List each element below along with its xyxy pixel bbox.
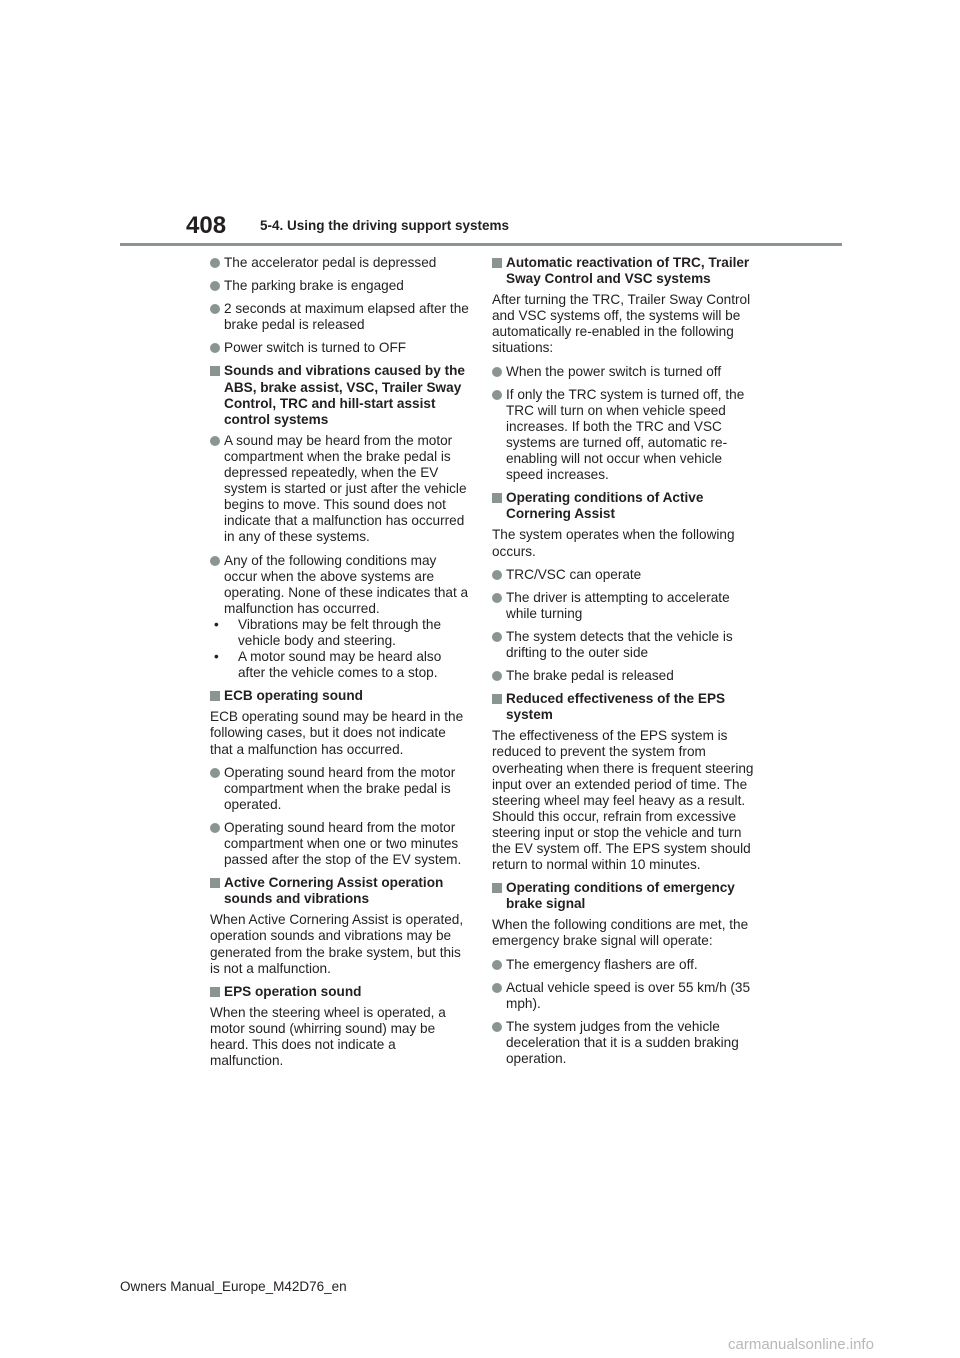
heading-square-icon (210, 878, 220, 888)
bullet-dot-icon (492, 983, 502, 993)
heading-square-icon (492, 493, 502, 503)
bullet-dot-icon (492, 593, 502, 603)
sub-bullet-icon: • (214, 616, 219, 632)
page-number: 408 (186, 212, 227, 239)
bullet-item (210, 765, 472, 813)
subsection-heading (492, 255, 754, 287)
bullet-text: The driver is attempting to accelerate while turning (506, 589, 730, 621)
bullet-item (492, 980, 754, 1012)
bullet-dot-icon (210, 343, 220, 353)
bullet-dot-icon (210, 823, 220, 833)
bullet-dot-icon (492, 1022, 502, 1032)
bullet-item (492, 629, 754, 661)
sub-bullet-icon: • (214, 649, 219, 665)
bullet-dot-icon (492, 570, 502, 580)
bullet-dot-icon (492, 671, 502, 681)
bullet-dot-icon (210, 768, 220, 778)
sub-item-text: Vibrations may be felt through the vehicle body and steering. (238, 616, 442, 648)
heading-text: ECB operating sound (224, 688, 363, 704)
subsection-heading (492, 880, 754, 912)
bullet-dot-icon (210, 304, 220, 314)
heading-square-icon (210, 366, 220, 376)
heading-text: Sounds and vibrations caused by the ABS, brake assist, VSC, Trailer Sway Control, TRC and hill-start assist control systems (224, 363, 465, 427)
bullet-item (492, 1019, 754, 1067)
bullet-text: If only the TRC system is turned off, the TRC will turn on when vehicle speed increases. If both the TRC and VSC systems are turned off, automatic re-enabling will not occur when vehicle speed increases. (506, 386, 745, 483)
bullet-item (492, 668, 754, 684)
bullet-dot-icon (492, 960, 502, 970)
paragraph: When Active Cornering Assist is operated, operation sounds and vibrations may be generated from the brake system, but this is not a malfunction. (210, 912, 464, 976)
subsection-heading (210, 688, 472, 704)
heading-text: Operating conditions of Active Cornering Assist (506, 490, 704, 522)
bullet-item (492, 957, 754, 973)
bullet-item (210, 340, 472, 356)
subsection-heading (210, 984, 472, 1000)
sub-item (210, 617, 472, 649)
bullet-text: Power switch is turned to OFF (224, 340, 407, 356)
bullet-text: A sound may be heard from the motor compartment when the brake pedal is depressed repeatedly, when the EV system is started or just after the vehicle begins to move. This sound does not indicate that a malfunction has occurred in any of these systems. (224, 432, 467, 545)
bullet-text: The accelerator pedal is depressed (224, 255, 437, 270)
bullet-dot-icon (210, 556, 220, 566)
paragraph: After turning the TRC, Trailer Sway Control and VSC systems off, the systems will be automatically re-enabled in the following situations: (492, 292, 751, 356)
bullet-text: Any of the following conditions may occur when the above systems are operating. None of these indicates that a malfunction has occurred. (224, 552, 469, 616)
bullet-text: Operating sound heard from the motor compartment when the brake pedal is operated. (224, 764, 456, 812)
subsection-heading (492, 490, 754, 522)
paragraph: The effectiveness of the EPS system is reduced to prevent the system from overheating when there is frequent steering input over an extended period of time. The steering wheel may feel heavy as a result. Should this occur, refrain from excessive steering input or stop the vehicle and turn the EV system off. The EPS system should return to normal within 10 minutes. (492, 728, 754, 873)
bullet-text: TRC/VSC can operate (506, 566, 642, 582)
paragraph: ECB operating sound may be heard in the following cases, but it does not indicate that a malfunction has occurred. (210, 709, 464, 757)
bullet-item (210, 278, 472, 294)
paragraph: When the steering wheel is operated, a motor sound (whirring sound) may be heard. This does not indicate a malfunction. (210, 1004, 446, 1069)
bullet-item (210, 820, 472, 868)
bullet-dot-icon (492, 390, 502, 400)
bullet-dot-icon (210, 436, 220, 446)
watermark: carmanualsonline.info (728, 1336, 874, 1353)
bullet-text: The parking brake is engaged (224, 278, 404, 294)
heading-text: Automatic reactivation of TRC, Trailer Sway Control and VSC systems (506, 255, 750, 287)
header-rule (120, 243, 842, 246)
bullet-text: The brake pedal is released (506, 668, 674, 684)
bullet-text: Actual vehicle speed is over 55 km/h (35 mph). (506, 979, 751, 1011)
sub-item-text: A motor sound may be heard also after the vehicle comes to a stop. (238, 649, 442, 681)
heading-square-icon (492, 694, 502, 704)
paragraph: The system operates when the following occurs. (492, 527, 735, 559)
bullet-dot-icon (210, 281, 220, 291)
section-title: 5-4. Using the driving support systems (260, 218, 510, 233)
heading-square-icon (492, 258, 502, 268)
footer-manual-id: Owners Manual_Europe_M42D76_en (120, 1279, 347, 1294)
heading-square-icon (210, 987, 220, 997)
bullet-dot-icon (492, 632, 502, 642)
bullet-text: The system detects that the vehicle is drifting to the outer side (506, 628, 733, 660)
bullet-text: The emergency flashers are off. (506, 956, 698, 972)
bullet-item (210, 553, 472, 682)
bullet-text: Operating sound heard from the motor compartment when one or two minutes passed after the stop of the EV system. (224, 819, 462, 868)
bullet-item (210, 301, 472, 333)
bullet-item (210, 433, 472, 546)
bullet-dot-icon (492, 367, 502, 377)
right-column (492, 255, 754, 1074)
heading-text: Reduced effectiveness of the EPS system (506, 691, 726, 723)
bullet-dot-icon (210, 258, 220, 268)
subsection-heading (210, 363, 472, 427)
bullet-item (492, 590, 754, 622)
subsection-heading (210, 875, 472, 907)
heading-text: Active Cornering Assist operation sounds and vibrations (224, 875, 444, 907)
paragraph: When the following conditions are met, the emergency brake signal will operate: (492, 917, 749, 949)
bullet-text: When the power switch is turned off (506, 363, 722, 379)
bullet-text: The system judges from the vehicle deceleration that it is a sudden braking operation. (506, 1018, 739, 1067)
bullet-item (210, 255, 472, 271)
heading-square-icon (492, 883, 502, 893)
bullet-item (492, 567, 754, 583)
sub-item (210, 649, 472, 681)
left-column (210, 255, 472, 1076)
heading-text: EPS operation sound (224, 983, 362, 999)
heading-square-icon (210, 691, 220, 701)
subsection-heading (492, 691, 754, 723)
bullet-item (492, 387, 754, 484)
bullet-text: 2 seconds at maximum elapsed after the brake pedal is released (224, 301, 469, 333)
heading-text: Operating conditions of emergency brake signal (506, 880, 735, 912)
bullet-item (492, 364, 754, 380)
